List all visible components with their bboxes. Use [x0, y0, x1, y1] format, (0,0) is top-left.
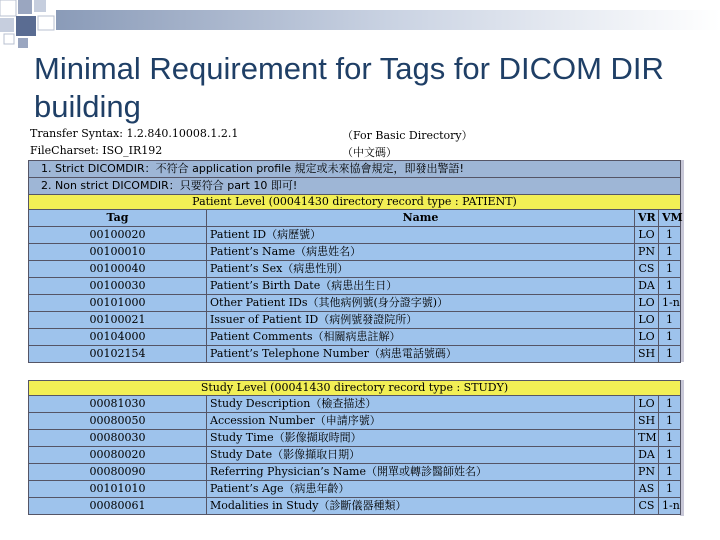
- decorative-squares: [0, 0, 720, 48]
- tag-cell: 00104000: [29, 329, 207, 346]
- vm-cell: 1: [659, 481, 681, 498]
- table-row: [29, 227, 681, 244]
- name-cell: Other Patient IDs（其他病例號(身分證字號)）: [207, 295, 635, 312]
- table-row: [29, 295, 681, 312]
- table-row: [29, 396, 681, 413]
- column-header-vm: VM: [659, 210, 681, 227]
- note-strict: 1. Strict DICOMDIR：不符合 application profile 規定或未來協會規定，即發出警語!: [29, 161, 681, 178]
- vm-cell: 1: [659, 346, 681, 363]
- vr-cell: LO: [635, 312, 659, 329]
- table-row: [29, 278, 681, 295]
- name-cell: Study Description（檢查描述）: [207, 396, 635, 413]
- tag-cell: 00101010: [29, 481, 207, 498]
- vm-cell: 1: [659, 261, 681, 278]
- vm-cell: 1-n: [659, 295, 681, 312]
- vr-cell: SH: [635, 413, 659, 430]
- patient-level-row: [29, 195, 681, 210]
- table-row: [29, 447, 681, 464]
- name-cell: Accession Number（申請序號）: [207, 413, 635, 430]
- vm-cell: 1: [659, 430, 681, 447]
- table-row: [29, 430, 681, 447]
- notes-row: [29, 161, 681, 178]
- vr-cell: AS: [635, 481, 659, 498]
- name-cell: Patient Comments（相關病患註解）: [207, 329, 635, 346]
- column-header-row: [29, 210, 681, 227]
- tag-cell: 00080020: [29, 447, 207, 464]
- vm-cell: 1-n: [659, 498, 681, 515]
- vr-cell: DA: [635, 278, 659, 295]
- vm-cell: 1: [659, 413, 681, 430]
- transfer-syntax: Transfer Syntax: 1.2.840.10008.1.2.1: [30, 127, 239, 140]
- vm-cell: 1: [659, 447, 681, 464]
- vr-cell: SH: [635, 346, 659, 363]
- vr-cell: PN: [635, 464, 659, 481]
- vm-cell: 1: [659, 396, 681, 413]
- name-cell: Study Date（影像擷取日期）: [207, 447, 635, 464]
- vm-cell: 1: [659, 227, 681, 244]
- name-cell: Study Time（影像擷取時間）: [207, 430, 635, 447]
- tag-cell: 00101000: [29, 295, 207, 312]
- name-cell: Patient’s Sex（病患性別）: [207, 261, 635, 278]
- vr-cell: TM: [635, 430, 659, 447]
- name-cell: Patient’s Name（病患姓名）: [207, 244, 635, 261]
- study-table: [28, 380, 681, 515]
- name-cell: Patient’s Telephone Number（病患電話號碼）: [207, 346, 635, 363]
- study-level-label: Study Level (00041430 directory record type : STUDY): [29, 381, 681, 396]
- notes-row: [29, 178, 681, 195]
- tag-cell: 00100040: [29, 261, 207, 278]
- transfer-syntax-note: （For Basic Directory）: [342, 129, 473, 142]
- tag-cell: 00081030: [29, 396, 207, 413]
- vr-cell: LO: [635, 396, 659, 413]
- tag-cell: 00080030: [29, 430, 207, 447]
- tag-cell: 00100030: [29, 278, 207, 295]
- column-header-tag: Tag: [29, 210, 207, 227]
- column-header-vr: VR: [635, 210, 659, 227]
- table-row: [29, 464, 681, 481]
- study-level-row: [29, 381, 681, 396]
- note-non-strict: 2. Non strict DICOMDIR：只要符合 part 10 即可!: [29, 178, 681, 195]
- file-charset-note: （中文碼）: [342, 146, 397, 159]
- vr-cell: LO: [635, 329, 659, 346]
- name-cell: Patient’s Age（病患年齡）: [207, 481, 635, 498]
- vr-cell: LO: [635, 295, 659, 312]
- column-header-name: Name: [207, 210, 635, 227]
- table-row: [29, 413, 681, 430]
- name-cell: Modalities in Study（診斷儀器種類）: [207, 498, 635, 515]
- patient-level-label: Patient Level (00041430 directory record type : PATIENT): [29, 195, 681, 210]
- vm-cell: 1: [659, 464, 681, 481]
- name-cell: Patient’s Birth Date（病患出生日）: [207, 278, 635, 295]
- vr-cell: LO: [635, 227, 659, 244]
- table-row: [29, 481, 681, 498]
- tag-cell: 00102154: [29, 346, 207, 363]
- name-cell: Patient ID（病歷號）: [207, 227, 635, 244]
- vr-cell: CS: [635, 261, 659, 278]
- table-row: [29, 312, 681, 329]
- table-row: [29, 498, 681, 515]
- name-cell: Issuer of Patient ID（病例號發證院所）: [207, 312, 635, 329]
- vm-cell: 1: [659, 244, 681, 261]
- page-title: Minimal Requirement for Tags for DICOM DIR building: [34, 51, 664, 124]
- vm-cell: 1: [659, 329, 681, 346]
- table-row: [29, 329, 681, 346]
- file-charset-line: [30, 144, 397, 159]
- tag-cell: 00100010: [29, 244, 207, 261]
- tag-cell: 00080090: [29, 464, 207, 481]
- tag-cell: 00100021: [29, 312, 207, 329]
- table-row: [29, 244, 681, 261]
- file-charset: FileCharset: ISO_IR192: [30, 144, 163, 157]
- tag-cell: 00080061: [29, 498, 207, 515]
- vm-cell: 1: [659, 278, 681, 295]
- patient-table: [28, 160, 681, 363]
- table-row: [29, 346, 681, 363]
- vr-cell: CS: [635, 498, 659, 515]
- table-row: [29, 261, 681, 278]
- vr-cell: PN: [635, 244, 659, 261]
- vm-cell: 1: [659, 312, 681, 329]
- transfer-syntax-line: [30, 127, 473, 142]
- tag-cell: 00100020: [29, 227, 207, 244]
- tag-cell: 00080050: [29, 413, 207, 430]
- vr-cell: DA: [635, 447, 659, 464]
- name-cell: Referring Physician’s Name（開單或轉診醫師姓名）: [207, 464, 635, 481]
